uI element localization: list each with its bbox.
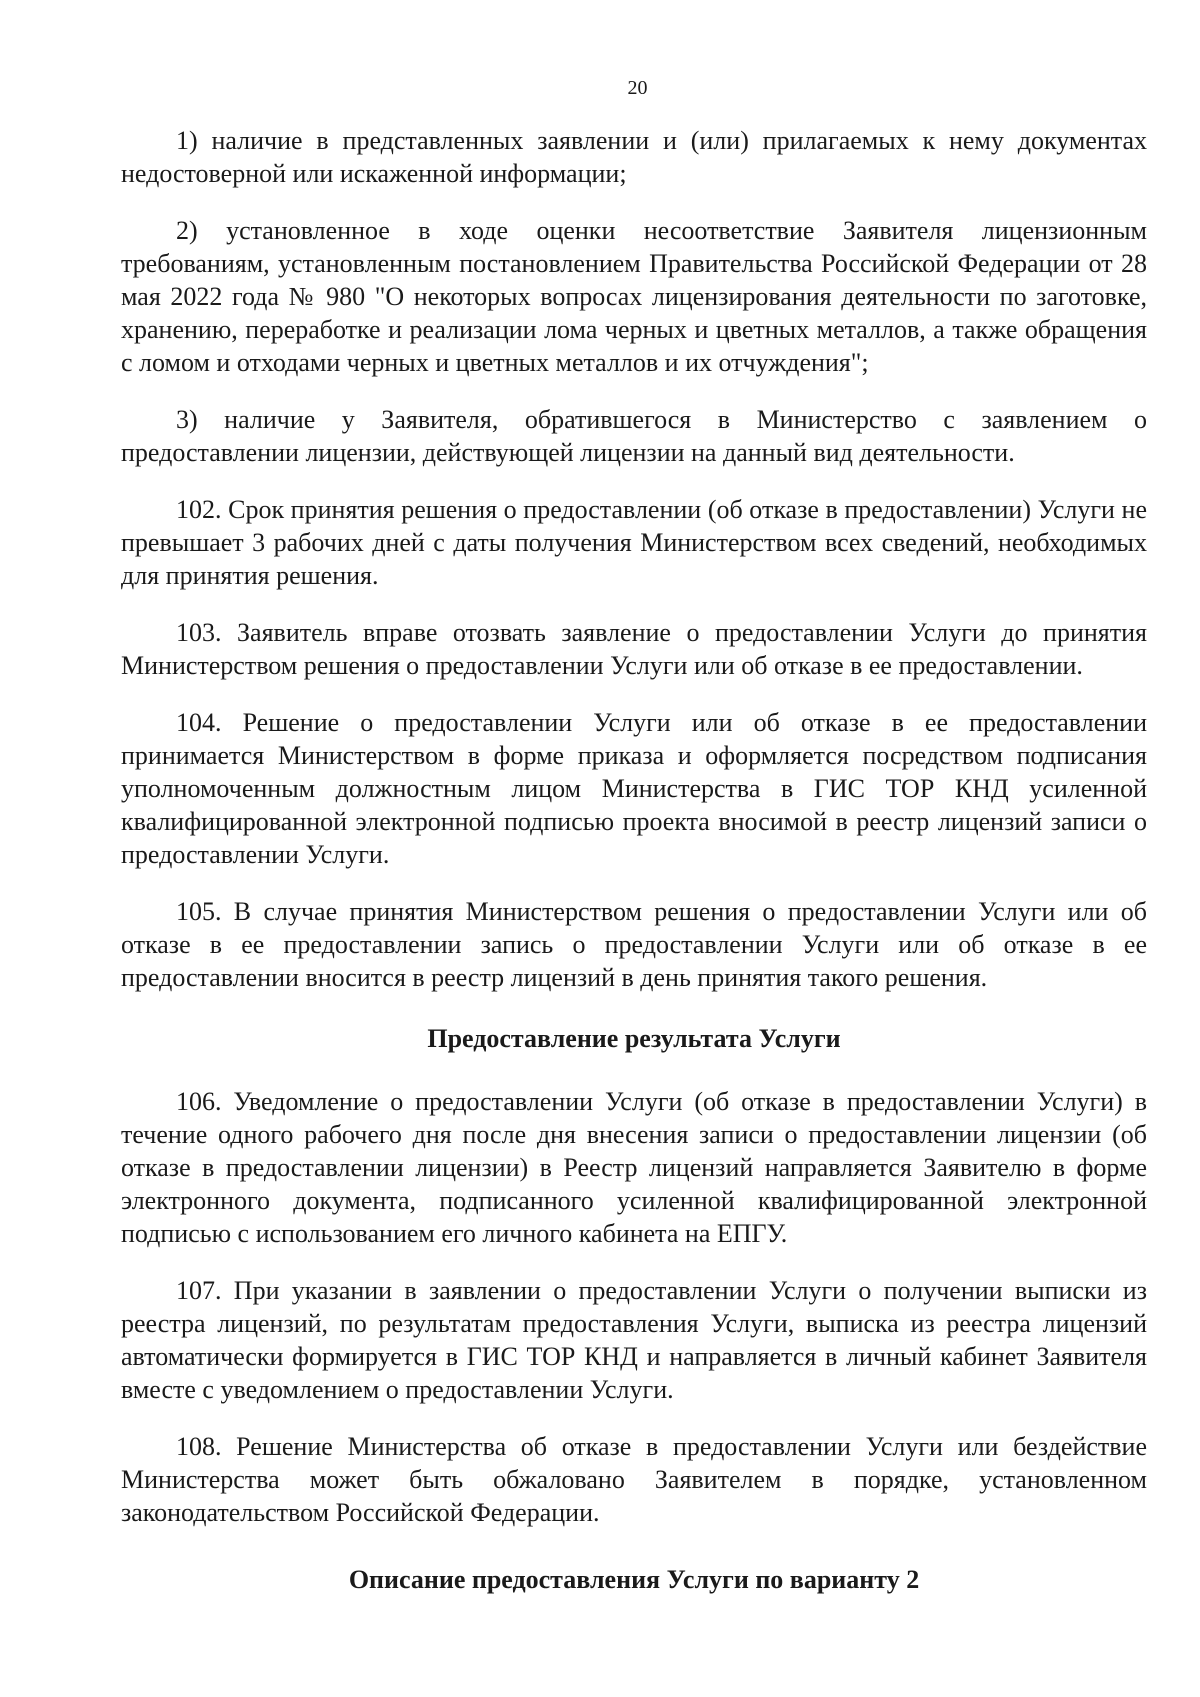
paragraph-item-1: 1) наличие в представленных заявлении и (или) прилагаемых к нему документах недостоверной или искаженной информации; bbox=[121, 126, 1147, 188]
paragraph-104: 104. Решение о предоставлении Услуги или об отказе в ее предоставлении принимается Министерством в форме приказа и оформляется посредством подписания уполномоченным должностным лицом Министерства в ГИС ТОР КНД усиленной квалифицированной электронной подписью проекта вносимой в реестр лицензий записи о предоставлении Услуги. bbox=[121, 708, 1147, 869]
paragraph-105: 105. В случае принятия Министерством решения о предоставлении Услуги или об отказе в ее предоставлении запись о предоставлении Услуги или об отказе в ее предоставлении вносится в реестр лицензий в день принятия такого решения. bbox=[121, 897, 1147, 992]
paragraph-106: 106. Уведомление о предоставлении Услуги (об отказе в предоставлении Услуги) в течение одного рабочего дня после дня внесения записи о предоставлении лицензии (об отказе в предоставлении лицензии) в Реестр лицензий направляется Заявителю в форме электронного документа, подписанного усиленной квалифицированной электронной подписью с использованием его личного кабинета на ЕПГУ. bbox=[121, 1087, 1147, 1248]
document-body bbox=[121, 124, 1147, 1626]
paragraph-item-3: 3) наличие у Заявителя, обратившегося в Министерство с заявлением о предоставлении лицензии, действующей лицензии на данный вид деятельности. bbox=[121, 405, 1147, 467]
paragraph-108: 108. Решение Министерства об отказе в предоставлении Услуги или бездействие Министерства может быть обжаловано Заявителем в порядке, установленном законодательством Российской Федерации. bbox=[121, 1432, 1147, 1527]
paragraph-103: 103. Заявитель вправе отозвать заявление о предоставлении Услуги до принятия Министерством решения о предоставлении Услуги или об отказе в ее предоставлении. bbox=[121, 618, 1147, 680]
section-heading-variant-2: Описание предоставления Услуги по варианту 2 bbox=[348, 1565, 920, 1594]
page-number: 20 bbox=[627, 77, 648, 99]
section-heading-result: Предоставление результата Услуги bbox=[427, 1024, 841, 1053]
paragraph-102: 102. Срок принятия решения о предоставлении (об отказе в предоставлении) Услуги не превышает 3 рабочих дней с даты получения Министерством всех сведений, необходимых для принятия решения. bbox=[121, 495, 1147, 590]
paragraph-item-2: 2) установленное в ходе оценки несоответствие Заявителя лицензионным требованиям, установленным постановлением Правительства Российской Федерации от 28 мая 2022 года № 980 "О некоторых вопросах лицензирования деятельности по заготовке, хранению, переработке и реализации лома черных и цветных металлов, а также обращения с ломом и отходами черных и цветных металлов и их отчуждения"; bbox=[121, 216, 1147, 377]
paragraph-107: 107. При указании в заявлении о предоставлении Услуги о получении выписки из реестра лицензий, по результатам предоставления Услуги, выписка из реестра лицензий автоматически формируется в ГИС ТОР КНД и направляется в личный кабинет Заявителя вместе с уведомлением о предоставлении Услуги. bbox=[121, 1276, 1147, 1404]
